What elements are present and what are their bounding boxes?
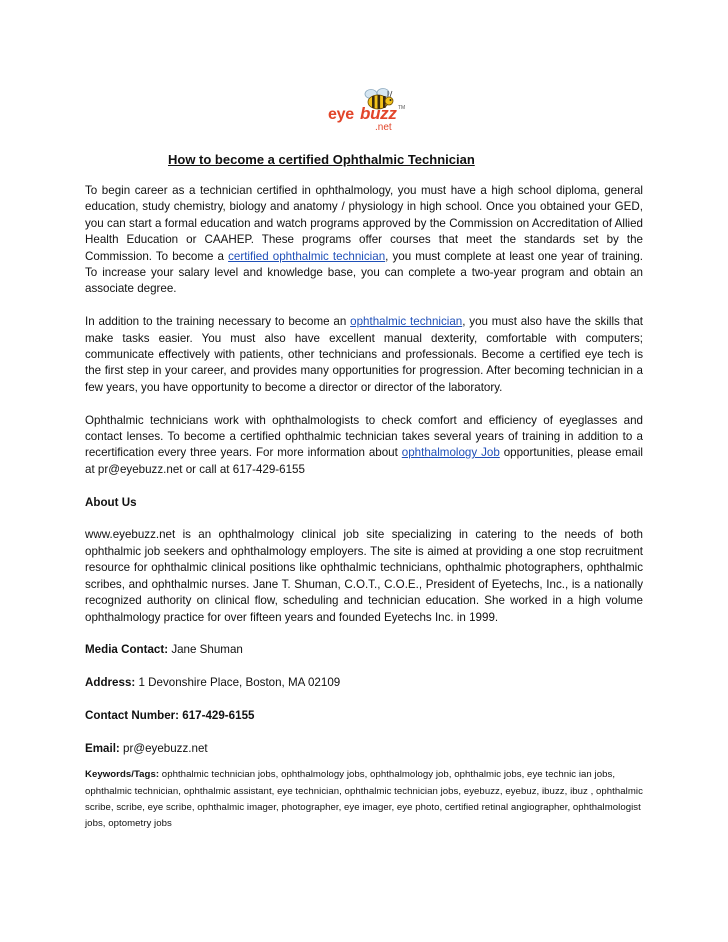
paragraph-skills [85, 314, 643, 396]
address-value: 1 Devonshire Place, Boston, MA 02109 [135, 676, 341, 690]
para1-text-a: To begin career as a technician certified in ophthalmology, you must have a high school diploma, general education, study chemistry, biology and anatomy / physiology in high school. Once you obtained your GED, you can start a formal education and watch programs approved by the Commission on Accreditation of Allied Health Education or CAAHEP. These programs offer courses that meet the standards set by the Commission. To become a [85, 184, 643, 263]
certified-technician-link[interactable]: certified ophthalmic technician [228, 249, 386, 263]
spacer [85, 724, 643, 740]
document-body [85, 183, 643, 833]
spacer [85, 626, 643, 642]
about-body: www.eyebuzz.net is an ophthalmology clinical job site specializing in catering to the needs of both ophthalmic job seekers and ophthalmology employers. The site is aimed at providing a one stop recruitment resource for ophthalmic clinical positions like ophthalmic technicians, ophthalmic photographers, ophthalmic scribes, and ophthalmic nurses. Jane T. Shuman, C.O.T., C.O.E., President of Eyetechs, Inc., is a nationally recognized authority on clinical flow, scheduling and technician education. She worked in a high volume ophthalmology practice for over fifteen years and founded Eyetechs Inc. in 1999. [85, 528, 643, 624]
spacer [85, 396, 643, 412]
logo-net-text: .net [375, 122, 392, 133]
address-line [85, 675, 643, 691]
para3-text-b: opportunities, please email at pr@eyebuzz.net or call at 617-429-6155 [85, 446, 643, 476]
about-heading: About Us [85, 495, 137, 509]
keywords-label: Keywords/Tags: [85, 769, 160, 781]
para1-text-b: , you must complete at least one year of training. To increase your salary level and knowledge base, you can complete a two-year program and obtain an associate degree. [85, 249, 643, 296]
page-title: How to become a certified Ophthalmic Technician [168, 152, 475, 167]
email-value: pr@eyebuzz.net [119, 741, 208, 755]
spacer [85, 298, 643, 314]
email-label: Email: [85, 741, 120, 755]
spacer [85, 511, 643, 527]
para2-text-a: In addition to the training necessary to become an [85, 315, 351, 329]
paragraph-work [85, 413, 643, 479]
ophthalmic-technician-link[interactable]: ophthalmic technician [350, 315, 463, 329]
keywords-value: ophthalmic technician jobs, ophthalmology jobs, ophthalmology job, ophthalmic jobs, eye technic ian jobs, ophthalmic technician, ophthalmic assistant, eye technician, ophthalmic technician jobs, eyebuzz, eyebuz, ibuzz, ibuz , ophthalmic scribe, scribe, eye scribe, ophthalmic imager, photographer, eye imager, eye photo, certified retinal angiographer, ophthalmologist jobs, optometry jobs [85, 769, 643, 830]
contact-number-line: Contact Number: 617-429-6155 [85, 708, 255, 722]
paragraph-career [85, 183, 643, 298]
media-contact-line [85, 642, 643, 658]
spacer [85, 478, 643, 494]
address-label: Address: [85, 676, 136, 690]
ophthalmology-job-link[interactable]: ophthalmology Job [401, 446, 500, 460]
email-line [85, 741, 643, 757]
spacer [85, 757, 643, 767]
spacer [85, 659, 643, 675]
logo-eye-text: eye [328, 106, 354, 123]
keywords-block [85, 767, 643, 833]
para3-text-a: Ophthalmic technicians work with ophthalmologists to check comfort and efficiency of eyeglasses and contact lenses. To become a certified ophthalmic technician takes several years of training in addition to a recertification every three years. For more information about [85, 413, 643, 460]
eyebuzz-logo [328, 86, 408, 136]
media-contact-label: Media Contact: [85, 643, 169, 657]
media-contact-value: Jane Shuman [168, 643, 243, 657]
logo-trademark: TM [398, 105, 406, 111]
spacer [85, 692, 643, 708]
logo-buzz-text: buzz [360, 104, 397, 123]
para2-text-b: , you must also have the skills that make tasks easier. You must also have excellent manual dexterity, comfortable with computers; communicate effectively with patients, other technicians and professionals. Become a certified eye tech is the first step in your career, and provides many opportunities for progression. After becoming technician in a few years, you have opportunity to become a director or director of the laboratory. [85, 315, 643, 394]
